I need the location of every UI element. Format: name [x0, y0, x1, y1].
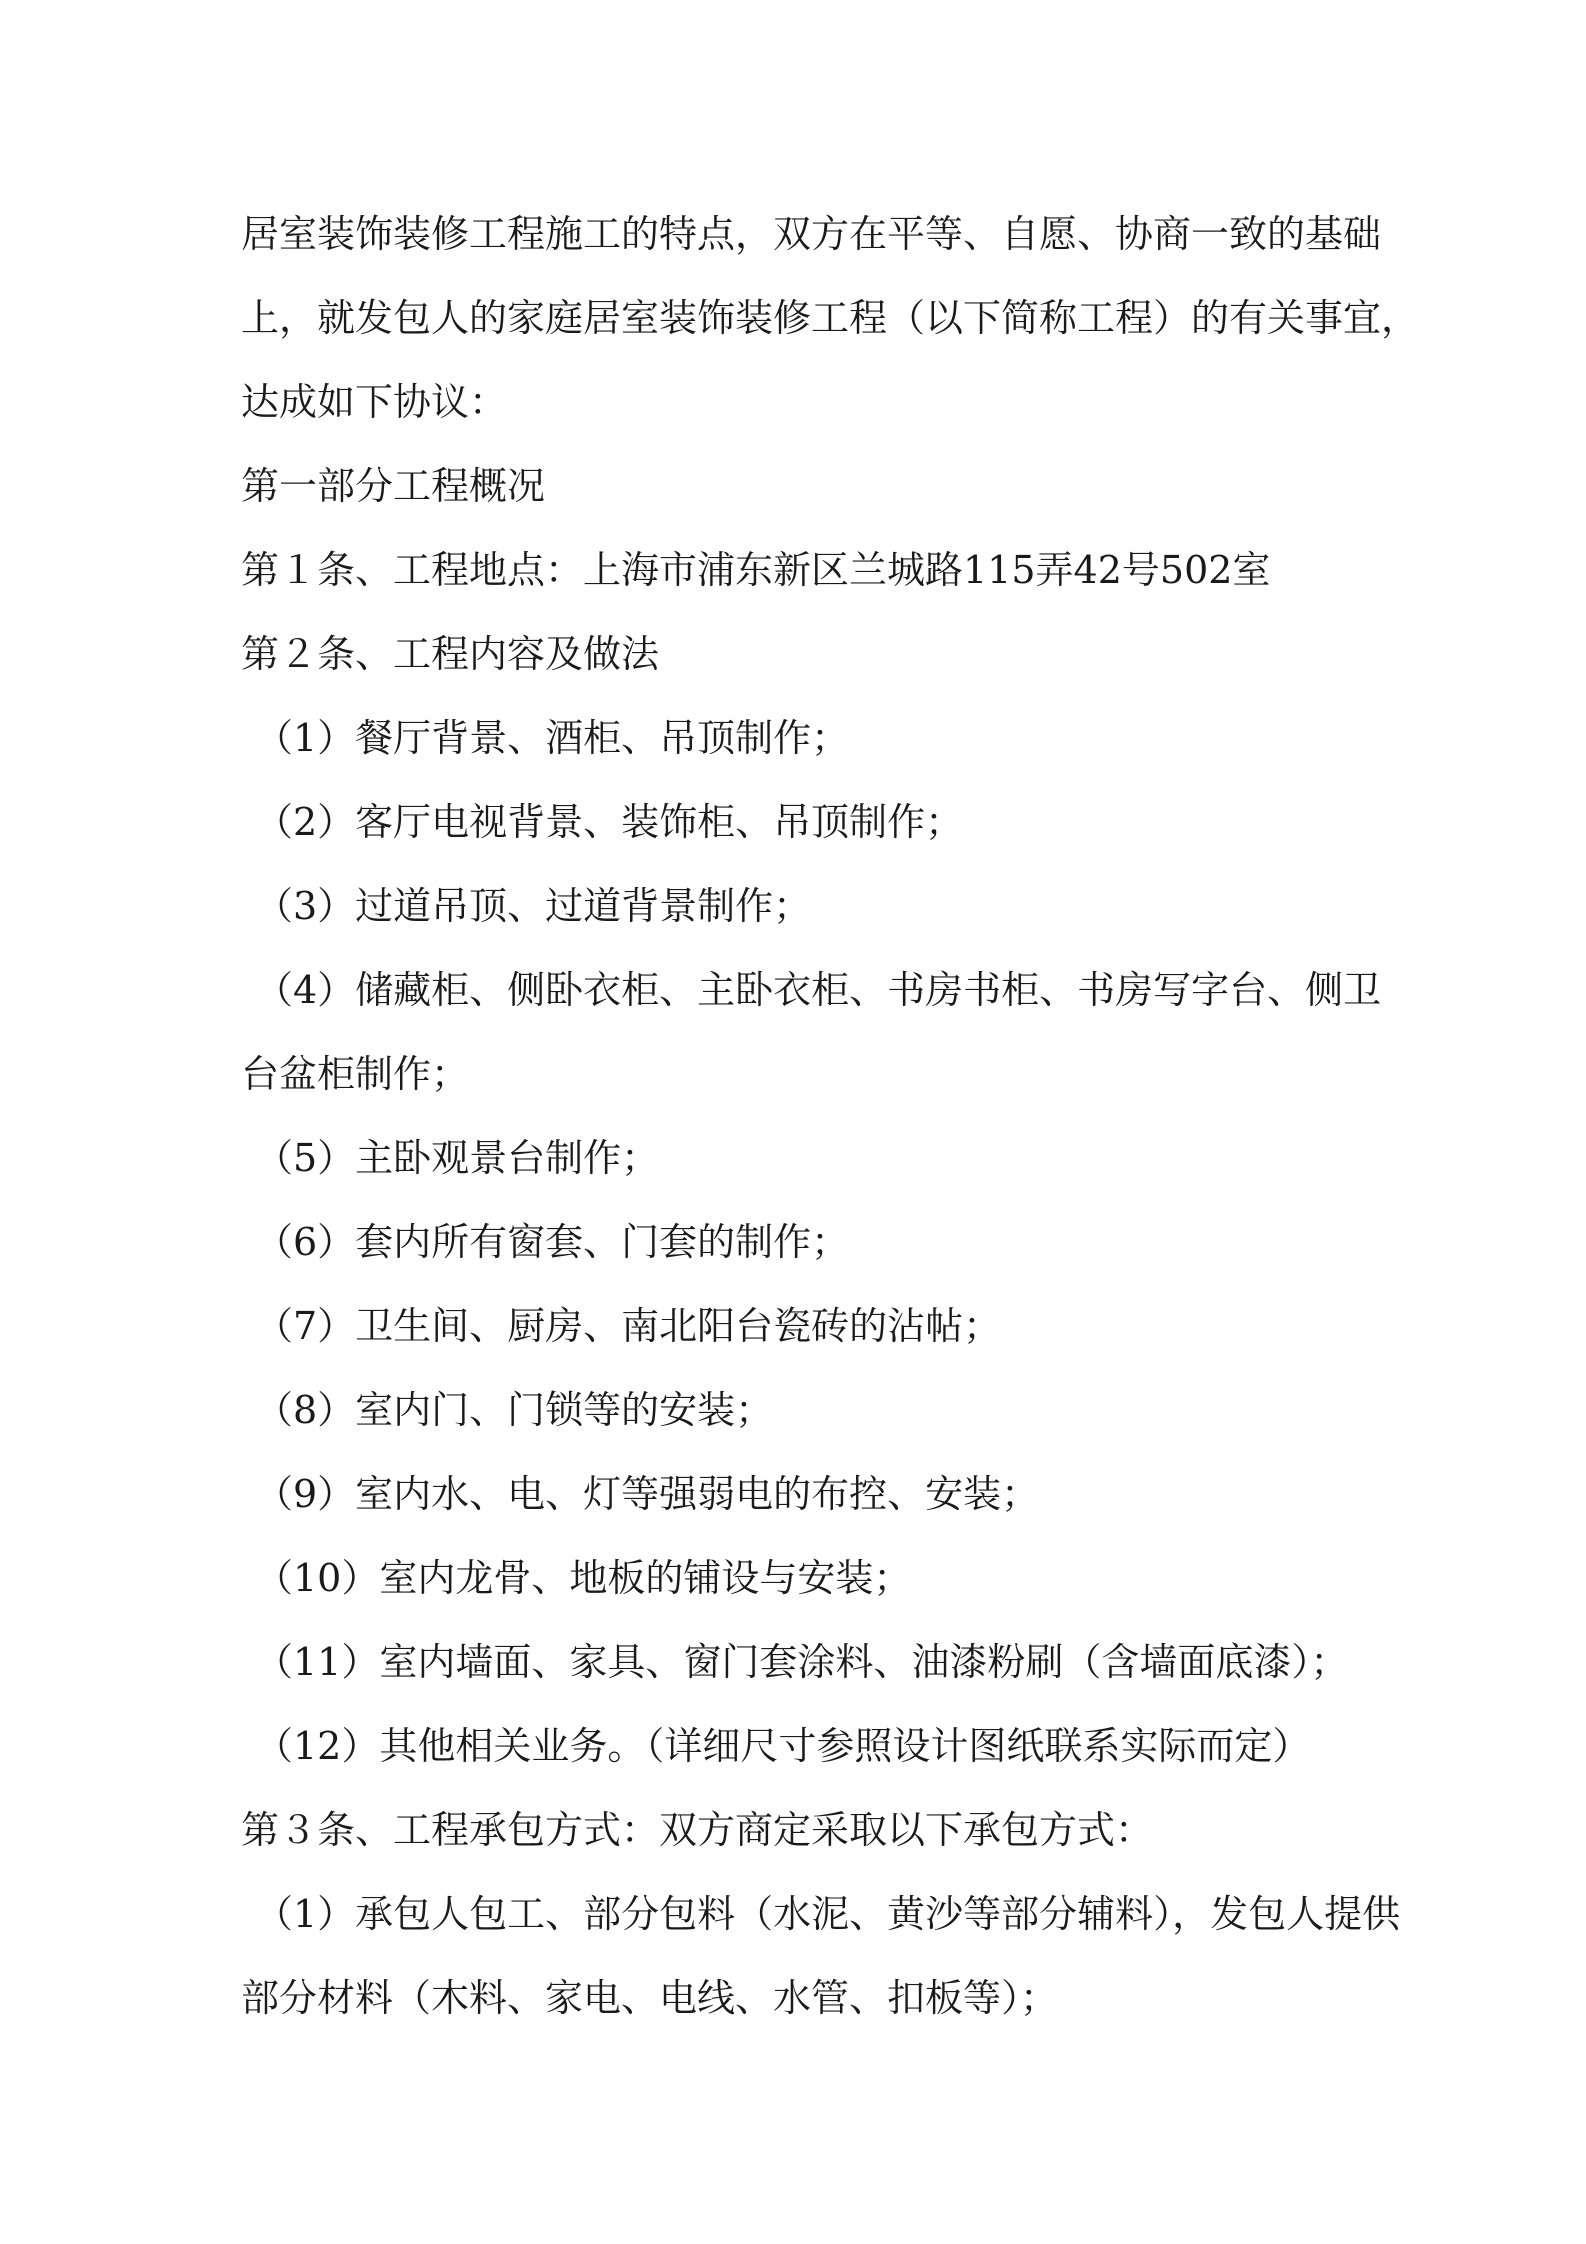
list-item-9: （9）室内水、电、灯等强弱电的布控、安装； [255, 1472, 1040, 1516]
contract-mode-item-1-continued: 部分材料（木料、家电、电线、水管、扣板等）； [241, 1976, 1059, 2020]
list-item-8: （8）室内门、门锁等的安装； [255, 1388, 774, 1432]
contract-body [241, 192, 1420, 2040]
list-item-12: （12）其他相关业务。（详细尺寸参照设计图纸联系实际而定） [255, 1724, 1311, 1768]
list-item-11: （11）室内墙面、家具、窗门套涂料、油漆粉刷（含墙面底漆）； [255, 1640, 1349, 1684]
list-item-10: （10）室内龙骨、地板的铺设与安装； [255, 1556, 912, 1600]
paragraph-line-intro-3: 达成如下协议： [241, 380, 508, 424]
list-item-7: （7）卫生间、厨房、南北阳台瓷砖的沾帖； [255, 1304, 1002, 1348]
article-1-location: 第１条、工程地点：上海市浦东新区兰城路115弄42号502室 [241, 548, 1271, 592]
article-3-heading: 第３条、工程承包方式：双方商定采取以下承包方式： [241, 1808, 1154, 1852]
list-item-4-continued: 台盆柜制作； [241, 1052, 470, 1096]
list-item-4: （4）储藏柜、侧卧衣柜、主卧衣柜、书房书柜、书房写字台、侧卫 [255, 968, 1382, 1012]
list-item-6: （6）套内所有窗套、门套的制作； [255, 1220, 850, 1264]
paragraph-line-intro-1: 居室装饰装修工程施工的特点，双方在平等、自愿、协商一致的基础 [241, 212, 1382, 256]
section-heading-part-one: 第一部分工程概况 [241, 464, 546, 508]
paragraph-line-intro-2: 上，就发包人的家庭居室装饰装修工程（以下简称工程）的有关事宜， [241, 296, 1420, 340]
list-item-3: （3）过道吊顶、过道背景制作； [255, 884, 812, 928]
list-item-2: （2）客厅电视背景、装饰柜、吊顶制作； [255, 800, 964, 844]
list-item-5: （5）主卧观景台制作； [255, 1136, 660, 1180]
list-item-1: （1）餐厅背景、酒柜、吊顶制作； [255, 716, 850, 760]
contract-mode-item-1: （1）承包人包工、部分包料（水泥、黄沙等部分辅料），发包人提供 [255, 1892, 1401, 1936]
article-2-heading: 第２条、工程内容及做法 [241, 632, 660, 676]
